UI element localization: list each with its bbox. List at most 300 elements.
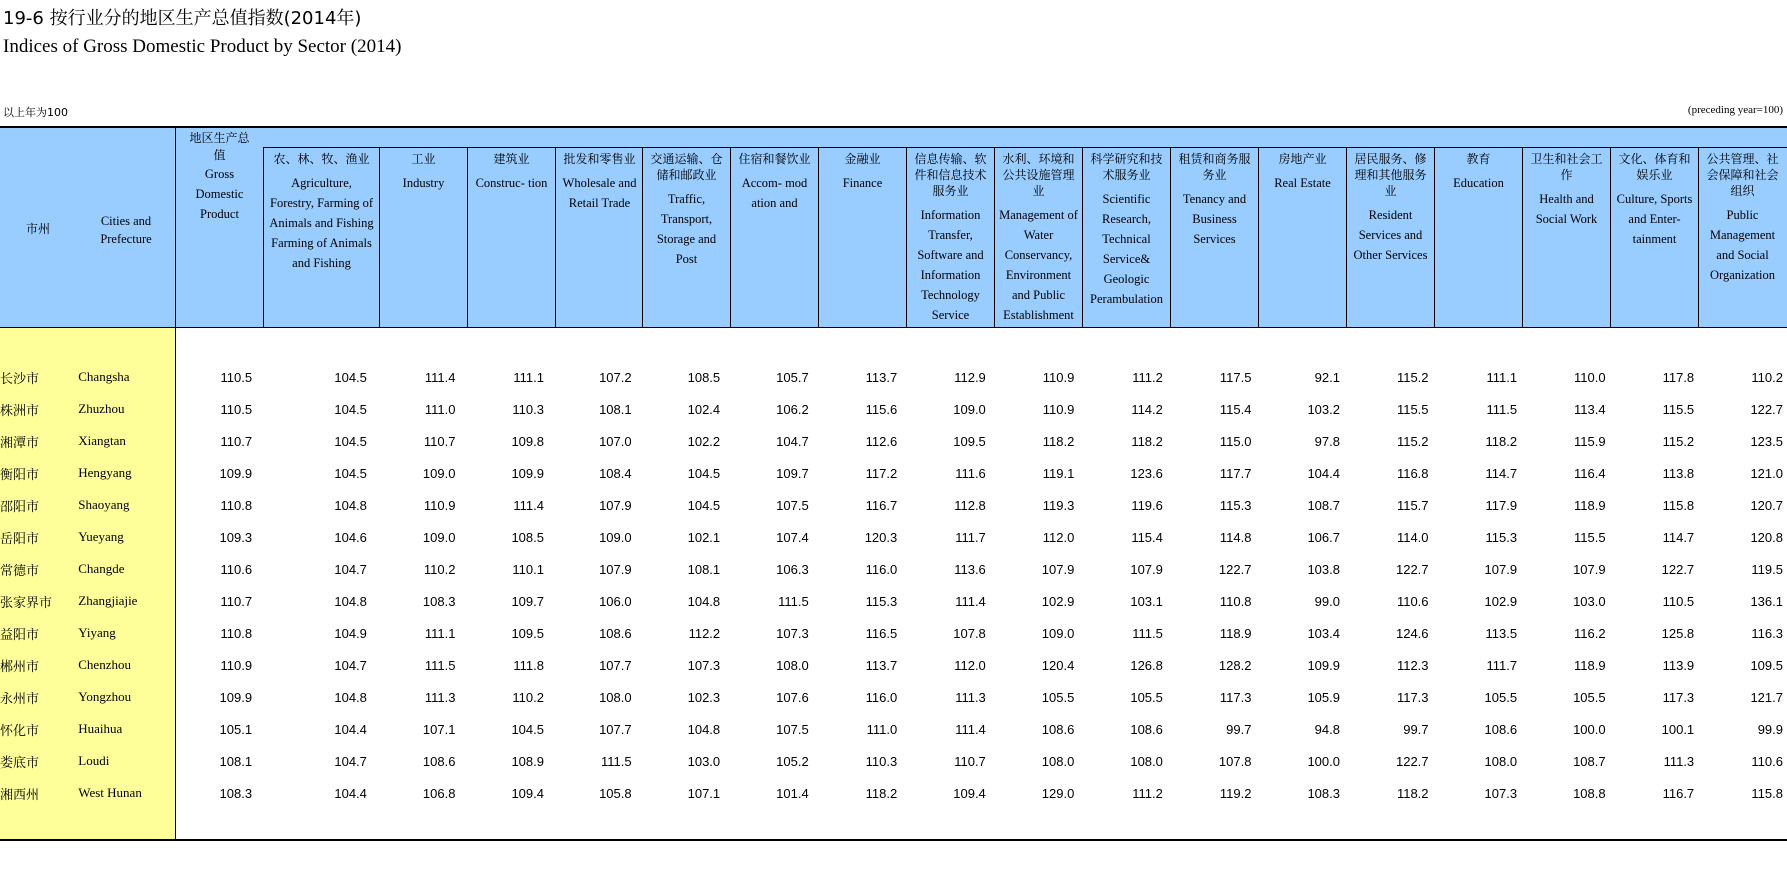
sector-index-cell: 118.2 [1131,433,1163,449]
city-name-cn: 郴州市 [0,659,40,675]
sector-index-cell: 120.7 [1750,497,1783,513]
sector-index-cell: 107.6 [776,689,809,705]
header-col-15 [1522,148,1610,327]
header-col-9-en: Management of Water Conservancy, Environment and Public Establishment [999,208,1078,322]
sector-index-cell: 102.2 [687,433,721,449]
sector-index-cell: 102.3 [687,689,721,705]
sector-index-cell: 117.7 [1219,465,1252,481]
header-col-2-en: Industry [402,176,445,190]
city-name-en: Huaihua [78,721,123,736]
sector-index-cell: 104.8 [334,593,367,609]
sector-index-cell: 129.0 [1041,785,1075,801]
sector-index-cell: 115.5 [1574,529,1606,545]
sector-index-cell: 97.8 [1314,433,1340,449]
header-col-14-cn: 教育 [1466,152,1491,166]
city-name-cn: 怀化市 [0,723,40,739]
city-name-cn: 张家界市 [0,595,53,611]
sector-index-cell: 115.5 [1662,401,1695,417]
sector-index-cell: 117.3 [1662,689,1695,705]
sector-index-cell: 104.8 [334,497,367,513]
sector-index-cell: 108.5 [687,369,721,385]
gdp-index-cell: 109.9 [219,689,253,705]
sector-index-cell: 114.2 [1131,401,1163,417]
gdp-index-cell: 109.9 [219,465,253,481]
sector-index-cell: 111.0 [424,401,456,417]
sector-index-cell: 108.6 [599,625,632,641]
gdp-index-cell: 110.5 [220,401,253,417]
sector-index-cell: 117.3 [1219,689,1252,705]
sector-index-cell: 109.0 [1041,625,1075,641]
sector-index-cell: 105.5 [1484,689,1518,705]
sector-index-cell: 102.9 [1484,593,1518,609]
sector-index-cell: 119.5 [1751,561,1783,577]
city-name-cn: 湘西州 [0,787,40,803]
header-col-12-cn: 房地产业 [1278,152,1327,166]
sector-index-cell: 114.7 [1485,465,1518,481]
table-row [0,649,1787,681]
gdp-index-cell: 110.5 [220,369,253,385]
gdp-index-cell: 105.1 [219,721,253,737]
sector-index-cell: 111.5 [778,593,809,609]
table-row [0,489,1787,521]
sector-index-cell: 109.9 [511,465,544,481]
sector-index-cell: 108.0 [1484,753,1518,769]
sector-index-cell: 117.3 [1396,689,1429,705]
sector-index-cell: 111.4 [424,369,456,385]
sector-index-cell: 118.9 [1574,657,1606,673]
sector-index-cell: 103.2 [1307,401,1340,417]
sector-index-cell: 115.2 [1396,433,1429,449]
table-row [0,777,1787,809]
sector-index-cell: 108.0 [599,689,632,705]
header-gdp-en: Gross Domestic Product [195,167,244,221]
sector-index-cell: 116.3 [1751,625,1783,641]
header-col-1 [263,148,379,327]
header-col-8-en: Information Transfer, Software and Information Technology Service [917,208,984,322]
sector-index-cell: 110.2 [512,689,544,705]
sector-index-cell: 110.6 [1751,753,1783,769]
sector-index-cell: 100.0 [1307,753,1340,769]
sector-index-cell: 117.8 [1662,369,1695,385]
sector-index-cell: 108.4 [599,465,632,481]
sector-index-cell: 109.0 [599,529,632,545]
sector-index-cell: 105.5 [1130,689,1163,705]
sector-index-cell: 109.9 [1307,657,1340,673]
header-col-8 [906,148,994,327]
sector-index-cell: 122.7 [1395,753,1429,769]
page-title-en: Indices of Gross Domestic Product by Sector (2014) [3,36,402,57]
sector-index-cell: 99.7 [1403,721,1429,737]
sector-index-cell: 109.5 [1750,657,1783,673]
sector-index-cell: 110.7 [954,753,986,769]
table-row [0,681,1787,713]
sector-index-cell: 111.6 [955,465,986,481]
sector-index-cell: 104.6 [334,529,367,545]
header-col-3-cn: 建筑业 [493,152,530,166]
sector-index-cell: 108.3 [422,593,456,609]
sector-index-cell: 110.1 [512,561,544,577]
sector-index-cell: 104.5 [687,497,721,513]
sector-index-cell: 107.5 [776,497,809,513]
sector-index-cell: 118.2 [1042,433,1075,449]
sector-index-cell: 107.9 [1484,561,1518,577]
sector-index-cell: 107.9 [1041,561,1075,577]
sector-index-cell: 107.9 [1573,561,1606,577]
header-col-6-en: Accom- mod ation and [741,176,808,210]
sector-index-cell: 112.6 [865,433,898,449]
sector-index-cell: 115.2 [1662,433,1695,449]
header-col-7-en: Finance [842,176,883,190]
sector-index-cell: 104.8 [334,689,367,705]
sector-index-cell: 116.8 [1396,465,1429,481]
header-col-17-en: Public Management and Social Organization [1709,208,1776,282]
city-name-cn: 益阳市 [0,627,40,643]
gdp-index-cell: 110.6 [220,561,253,577]
sector-index-cell: 123.5 [1750,433,1783,449]
sector-index-cell: 114.7 [1662,529,1695,545]
sector-index-cell: 111.3 [1663,753,1695,769]
sector-index-cell: 104.9 [334,625,367,641]
sector-index-cell: 99.0 [1314,593,1340,609]
sector-index-cell: 105.9 [1307,689,1340,705]
header-city-cn: 市州 [26,222,51,236]
table-row [0,713,1787,745]
sector-index-cell: 111.1 [513,369,544,385]
sector-index-cell: 107.5 [776,721,809,737]
sector-index-cell: 106.8 [422,785,456,801]
sector-index-cell: 111.4 [513,497,544,513]
base-note-cn: 以上年为100 [3,106,68,119]
sector-index-cell: 118.9 [1574,497,1606,513]
sector-index-cell: 118.2 [1396,785,1429,801]
sector-index-cell: 115.0 [1219,433,1252,449]
sector-index-cell: 110.9 [423,497,456,513]
sector-index-cell: 111.7 [955,529,986,545]
city-name-en: Changsha [78,369,130,384]
gdp-index-cell: 110.7 [220,593,253,609]
city-name-en: Yueyang [78,529,124,544]
sector-index-cell: 105.2 [776,753,809,769]
gdp-index-cell: 110.7 [220,433,253,449]
sector-index-cell: 125.8 [1661,625,1695,641]
table-row [0,745,1787,777]
sector-index-cell: 100.1 [1661,721,1695,737]
sector-index-cell: 104.7 [776,433,809,449]
header-col-1-en: Agriculture, Forestry, Farming of Animals and Fishing Farming of Animals and Fishing [269,176,374,270]
table-row [0,393,1787,425]
sector-index-cell: 118.2 [1485,433,1518,449]
city-name-cn: 株洲市 [0,403,40,419]
header-col-16-en: Culture, Sports and Enter- tainment [1616,192,1693,246]
sector-index-cell: 117.5 [1219,369,1252,385]
sector-index-cell: 108.6 [1484,721,1518,737]
sector-index-cell: 110.2 [1751,369,1783,385]
sector-index-cell: 111.5 [1132,625,1163,641]
header-gdp-cn: 地区生产总 值 [189,131,250,162]
header-col-13-cn: 居民服务、修理和其他服务业 [1354,152,1427,198]
sector-index-cell: 109.0 [953,401,986,417]
sector-index-cell: 122.7 [1218,561,1252,577]
sector-index-cell: 113.7 [865,657,898,673]
sector-index-cell: 116.0 [865,561,898,577]
table-row [0,361,1787,393]
table-row [0,457,1787,489]
data-table [0,361,1787,809]
sector-index-cell: 104.5 [334,401,367,417]
sector-index-cell: 105.7 [776,369,809,385]
sector-index-cell: 106.3 [776,561,809,577]
sector-index-cell: 116.4 [1574,465,1606,481]
sector-index-cell: 121.0 [1750,465,1783,481]
sector-index-cell: 112.0 [1042,529,1075,545]
sector-index-cell: 104.7 [334,561,367,577]
sector-index-cell: 108.6 [1041,721,1075,737]
table-row [0,617,1787,649]
header-col-7 [818,148,906,327]
city-name-cn: 永州市 [0,691,40,707]
sector-index-cell: 115.8 [1751,785,1783,801]
sector-index-cell: 107.7 [599,721,632,737]
sector-index-cell: 109.5 [953,433,986,449]
sector-index-cell: 116.5 [865,625,898,641]
header-col-17 [1698,148,1786,327]
sector-index-cell: 111.5 [424,657,456,673]
header-col-15-cn: 卫生和社会工作 [1530,152,1603,182]
sector-index-cell: 118.2 [865,785,898,801]
sector-index-cell: 115.3 [1485,529,1518,545]
sector-index-cell: 112.2 [688,625,721,641]
header-col-9-cn: 水利、环境和公共设施管理业 [1002,152,1075,198]
header-col-11-en: Tenancy and Business Services [1182,192,1247,246]
sector-index-cell: 108.3 [1307,785,1340,801]
header-col-4-cn: 批发和零售业 [563,152,636,166]
sector-index-cell: 107.3 [1484,785,1518,801]
sector-index-cell: 110.0 [1574,369,1606,385]
sector-index-cell: 113.8 [1662,465,1695,481]
city-name-en: Shaoyang [78,497,130,512]
city-name-cn: 岳阳市 [0,531,40,547]
header-col-14 [1434,148,1522,327]
table-row [0,553,1787,585]
header-col-10-en: Scientific Research, Technical Service& Geologic Perambulation [1090,192,1163,306]
sector-index-cell: 113.7 [865,369,898,385]
sector-index-cell: 117.9 [1485,497,1518,513]
sector-index-cell: 119.6 [1131,497,1163,513]
header-gdp [175,128,263,327]
sector-index-cell: 103.4 [1307,625,1340,641]
sector-index-cell: 107.9 [599,561,632,577]
header-col-12 [1258,148,1346,327]
sector-index-cell: 115.8 [1662,497,1695,513]
sector-index-cell: 111.8 [513,657,544,673]
sector-index-cell: 106.0 [599,593,632,609]
city-name-en: Yiyang [78,625,116,640]
sector-index-cell: 99.9 [1757,721,1783,737]
header-col-6-cn: 住宿和餐饮业 [738,152,811,166]
sector-index-cell: 111.3 [424,689,456,705]
table-row [0,585,1787,617]
sector-index-cell: 110.3 [865,753,898,769]
header-col-10-cn: 科学研究和技术服务业 [1090,152,1163,182]
header-col-2-cn: 工业 [411,152,436,166]
city-name-en: Xiangtan [78,433,126,448]
sector-index-cell: 121.7 [1750,689,1783,705]
sector-index-cell: 102.1 [687,529,721,545]
sector-index-cell: 108.0 [776,657,809,673]
sector-index-cell: 107.3 [776,625,809,641]
table-row [0,425,1787,457]
sector-index-cell: 109.4 [953,785,986,801]
page-title-cn: 19-6 按行业分的地区生产总值指数(2014年) [3,8,362,29]
header-col-16 [1610,148,1698,327]
sector-index-cell: 106.2 [776,401,809,417]
sector-index-cell: 113.9 [1662,657,1695,673]
sector-index-cell: 119.3 [1042,497,1075,513]
sector-index-cell: 107.0 [599,433,632,449]
gdp-index-cell: 110.9 [220,657,253,673]
city-name-cn: 邵阳市 [0,499,40,515]
gdp-index-cell: 108.3 [219,785,253,801]
sector-index-cell: 122.7 [1395,561,1429,577]
city-name-en: Yongzhou [78,689,132,704]
sector-index-cell: 107.1 [422,721,456,737]
header-col-5-cn: 交通运输、仓储和邮政业 [650,152,723,182]
gdp-index-cell: 110.8 [220,625,253,641]
sector-index-cell: 104.5 [334,465,367,481]
sector-index-cell: 105.5 [1573,689,1606,705]
sector-index-cell: 122.7 [1750,401,1783,417]
sector-index-cell: 108.1 [687,561,721,577]
header-col-3 [467,148,555,327]
table-bottom-rule [0,839,1787,841]
sector-index-cell: 106.7 [1307,529,1340,545]
sector-index-cell: 108.7 [1307,497,1340,513]
sector-index-cell: 120.3 [864,529,898,545]
sector-index-cell: 108.0 [1130,753,1163,769]
sector-index-cell: 110.3 [512,401,544,417]
sector-index-cell: 126.8 [1130,657,1163,673]
sector-index-cell: 102.9 [1041,593,1075,609]
sector-index-cell: 108.6 [422,753,456,769]
sector-index-cell: 109.0 [422,529,456,545]
sector-index-cell: 105.5 [1041,689,1075,705]
sector-index-cell: 136.1 [1750,593,1783,609]
sector-index-cell: 111.4 [955,593,986,609]
sector-index-cell: 108.8 [1573,785,1606,801]
sector-index-cell: 107.1 [687,785,721,801]
city-name-en: Chenzhou [78,657,131,672]
sector-index-cell: 118.9 [1219,625,1252,641]
header-col-5-en: Traffic, Transport, Storage and Post [656,192,717,266]
header-col-7-cn: 金融业 [844,152,881,166]
header-col-4-en: Wholesale and Retail Trade [562,176,637,210]
sector-index-cell: 107.7 [599,657,632,673]
sector-index-cell: 111.4 [955,721,986,737]
sector-index-cell: 104.7 [334,657,367,673]
sector-index-cell: 104.4 [1307,465,1340,481]
city-name-en: Loudi [78,753,110,768]
sector-index-cell: 123.6 [1130,465,1163,481]
header-col-11-cn: 租赁和商务服务业 [1178,152,1251,182]
sector-index-cell: 102.4 [687,401,721,417]
sector-index-cell: 104.5 [511,721,544,737]
header-col-10 [1082,148,1170,327]
sector-index-cell: 107.9 [599,497,632,513]
city-name-en: Hengyang [78,465,132,480]
sector-index-cell: 109.4 [511,785,544,801]
header-col-4 [555,148,643,327]
sector-index-cell: 115.3 [1219,497,1252,513]
sector-index-cell: 110.2 [423,561,456,577]
header-col-9 [994,148,1082,327]
sector-index-cell: 100.0 [1573,721,1606,737]
sector-index-cell: 92.1 [1314,369,1340,385]
sector-index-cell: 107.4 [776,529,809,545]
header-col-3-en: Construc- tion [475,176,548,190]
sector-index-cell: 110.8 [1219,593,1252,609]
sector-index-cell: 111.3 [955,689,986,705]
sector-index-cell: 108.6 [1130,721,1163,737]
sector-index-cell: 124.6 [1395,625,1429,641]
sector-index-cell: 109.7 [511,593,544,609]
sector-index-cell: 103.8 [1307,561,1340,577]
sector-index-cell: 104.8 [687,721,721,737]
city-name-en: West Hunan [78,785,142,800]
sector-index-cell: 114.8 [1219,529,1252,545]
sector-index-cell: 110.9 [1042,401,1075,417]
header-col-12-en: Real Estate [1274,176,1331,190]
sector-index-cell: 115.7 [1396,497,1429,513]
sector-index-cell: 115.6 [865,401,898,417]
sector-index-cell: 112.9 [954,369,986,385]
header-col-2 [379,148,467,327]
header-bottom-rule [0,327,1787,328]
sector-index-cell: 108.1 [599,401,632,417]
sector-index-cell: 115.5 [1396,401,1429,417]
sector-index-cell: 104.7 [334,753,367,769]
city-name-cn: 常德市 [0,563,40,579]
sector-index-cell: 120.8 [1750,529,1783,545]
gdp-index-cell: 108.1 [219,753,253,769]
sector-index-cell: 116.7 [1662,785,1695,801]
sector-index-cell: 116.2 [1574,625,1606,641]
sector-index-cell: 104.5 [334,369,367,385]
sector-index-cell: 120.4 [1041,657,1075,673]
sector-index-cell: 119.1 [1042,465,1075,481]
sector-index-cell: 111.5 [1486,401,1518,417]
sector-index-cell: 104.4 [334,721,367,737]
sector-index-cell: 108.7 [1573,753,1606,769]
city-name-cn: 湘潭市 [0,435,40,451]
header-col-13-en: Resident Services and Other Services [1353,208,1428,262]
sector-index-cell: 116.7 [865,497,898,513]
sector-index-cell: 116.0 [865,689,898,705]
sector-index-cell: 112.3 [1396,657,1429,673]
sector-index-cell: 107.9 [1130,561,1163,577]
sector-index-cell: 111.1 [424,625,456,641]
sector-index-cell: 107.8 [1218,753,1252,769]
table-row [0,521,1787,553]
sector-index-cell: 104.8 [687,593,721,609]
city-name-en: Zhuzhou [78,401,125,416]
sector-index-cell: 111.7 [1486,657,1518,673]
sector-index-cell: 111.5 [601,753,632,769]
sector-index-cell: 94.8 [1314,721,1340,737]
sector-index-cell: 107.2 [599,369,632,385]
sector-index-cell: 108.0 [1041,753,1075,769]
sector-index-cell: 122.7 [1661,561,1695,577]
sector-index-cell: 115.3 [865,593,898,609]
